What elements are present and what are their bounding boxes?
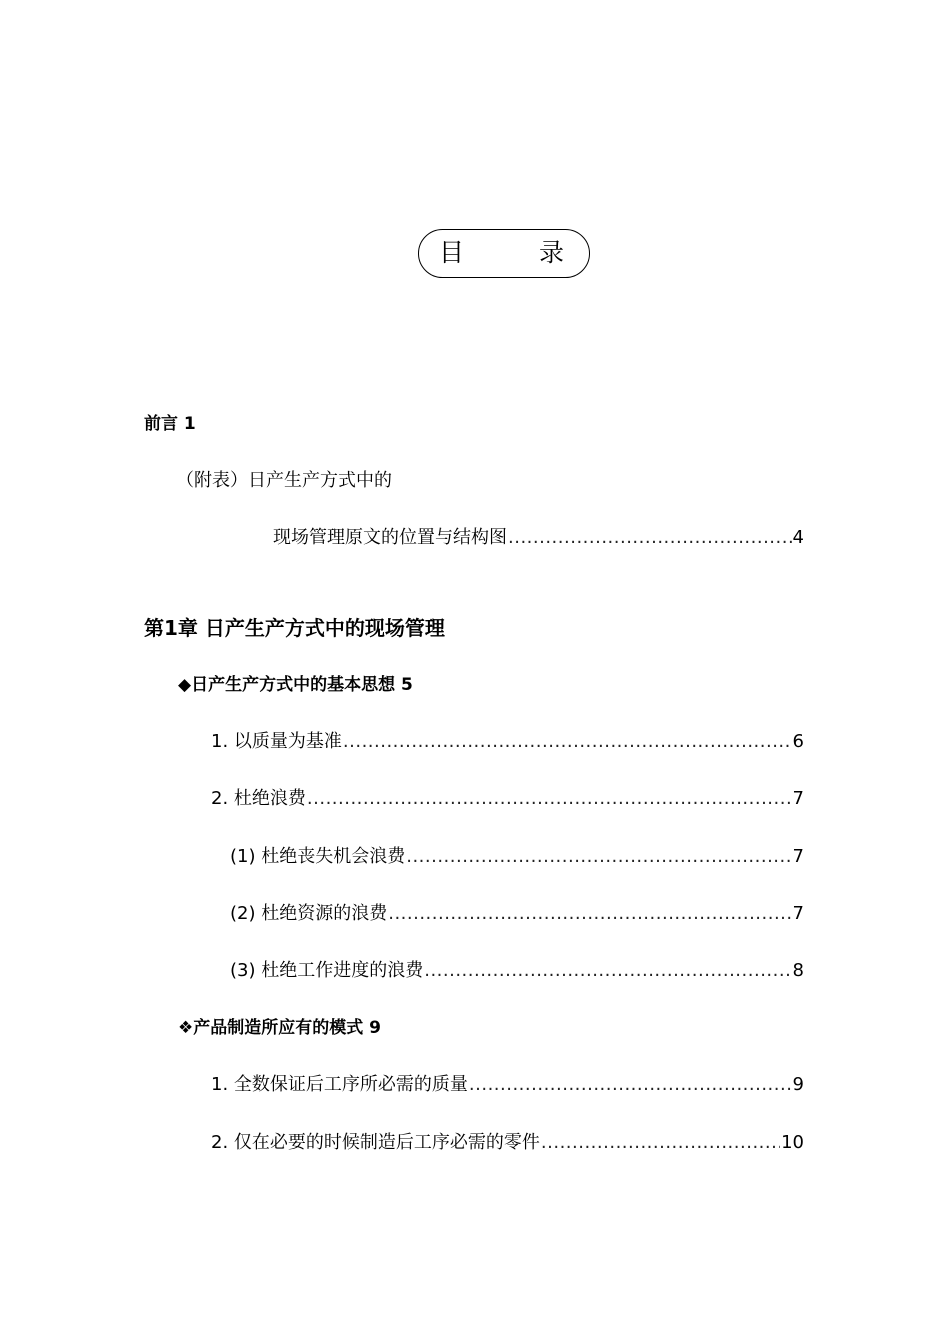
toc-appendix-entry[interactable] bbox=[273, 526, 804, 550]
toc-title-char-1: 目 bbox=[439, 238, 465, 267]
toc-item-resource-waste[interactable] bbox=[230, 902, 804, 926]
toc-leader-dots bbox=[541, 1131, 780, 1155]
toc-leader-dots bbox=[388, 902, 791, 926]
toc-chapter-1[interactable]: 第1章 日产生产方式中的现场管理 bbox=[144, 616, 445, 640]
toc-entry-text: 1. 全数保证后工序所必需的质量 bbox=[211, 1074, 468, 1095]
toc-item-opportunity-waste[interactable] bbox=[230, 845, 804, 869]
toc-entry-page: 9 bbox=[792, 1074, 804, 1095]
toc-leader-dots bbox=[424, 959, 791, 983]
toc-item-quality[interactable] bbox=[211, 730, 804, 754]
toc-entry-text: 现场管理原文的位置与结构图 bbox=[273, 527, 507, 548]
toc-leader-dots bbox=[406, 845, 791, 869]
toc-section-manufacturing-mode[interactable]: ❖产品制造所应有的模式 9 bbox=[178, 1018, 381, 1038]
toc-leader-dots bbox=[343, 730, 792, 754]
toc-item-eliminate-waste[interactable] bbox=[211, 787, 804, 811]
toc-entry-text: (1) 杜绝丧失机会浪费 bbox=[230, 846, 406, 867]
toc-entry-page: 7 bbox=[792, 846, 804, 867]
toc-entry-text: (2) 杜绝资源的浪费 bbox=[230, 903, 388, 924]
toc-entry-page: 7 bbox=[792, 903, 804, 924]
toc-section-basic-thinking[interactable]: ◆日产生产方式中的基本思想 5 bbox=[178, 675, 413, 695]
toc-entry-text: 2. 仅在必要的时候制造后工序必需的零件 bbox=[211, 1132, 540, 1153]
toc-entry-page: 6 bbox=[792, 731, 804, 752]
toc-entry-page: 7 bbox=[792, 788, 804, 809]
toc-entry-page: 4 bbox=[792, 527, 804, 548]
toc-entry-text: 1. 以质量为基准 bbox=[211, 731, 342, 752]
toc-leader-dots bbox=[508, 526, 792, 550]
toc-leader-dots bbox=[307, 787, 792, 811]
toc-title-box bbox=[418, 229, 590, 278]
toc-entry-page: 8 bbox=[792, 960, 804, 981]
toc-item-progress-waste[interactable] bbox=[230, 959, 804, 983]
toc-item-necessary-parts[interactable] bbox=[211, 1131, 804, 1155]
toc-entry-text: (3) 杜绝工作进度的浪费 bbox=[230, 960, 424, 981]
toc-entry-page: 10 bbox=[781, 1132, 804, 1153]
toc-title-char-2: 录 bbox=[539, 238, 565, 267]
toc-preface[interactable]: 前言 1 bbox=[144, 414, 196, 434]
toc-entry-text: 2. 杜绝浪费 bbox=[211, 788, 306, 809]
toc-appendix-line1[interactable]: （附表）日产生产方式中的 bbox=[176, 470, 392, 491]
toc-leader-dots bbox=[469, 1073, 792, 1097]
toc-item-full-quality[interactable] bbox=[211, 1073, 804, 1097]
